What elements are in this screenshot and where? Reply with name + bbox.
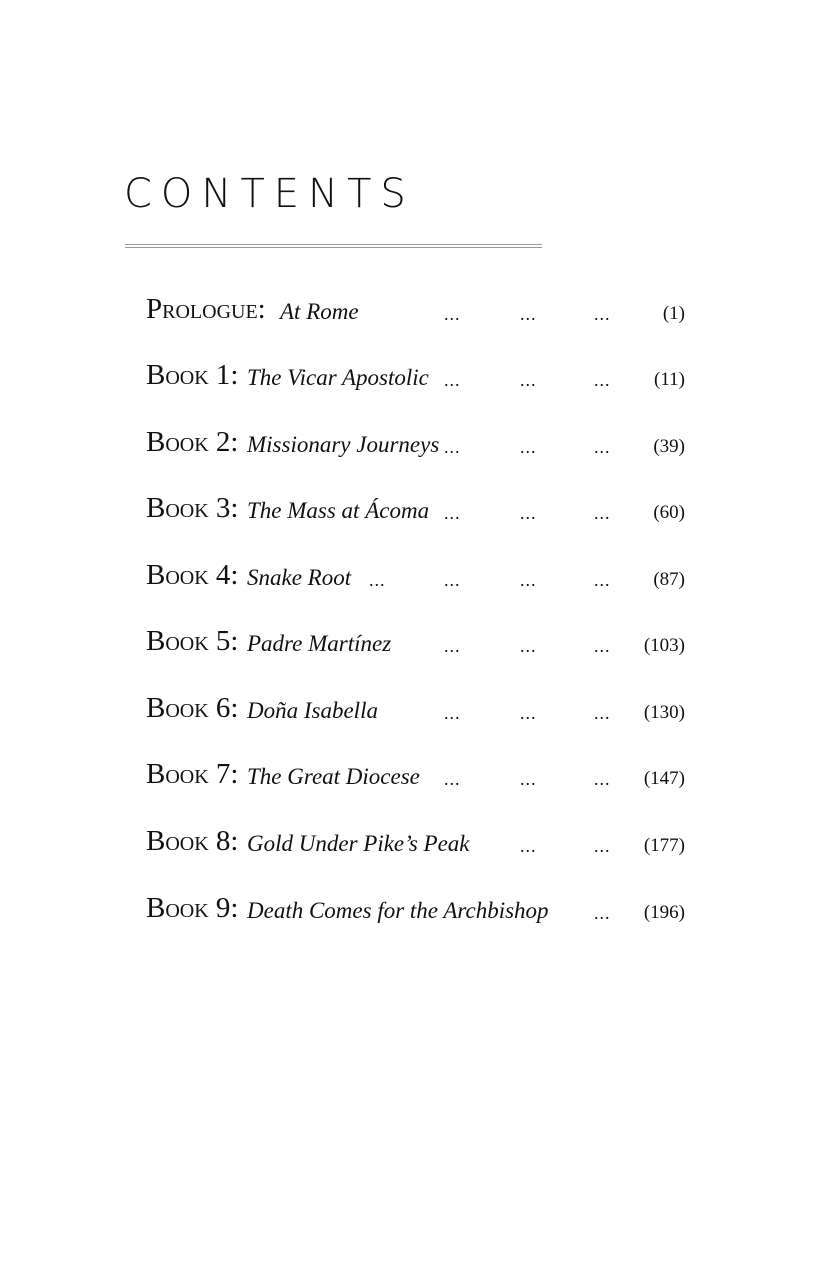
toc-entry-book-5[interactable] <box>0 625 825 665</box>
leader-dots: ... <box>444 769 461 789</box>
toc-entry-title: The Great Diocese <box>247 764 420 789</box>
toc-entry-label: Prologue: <box>146 293 266 325</box>
toc-entry-label: Book 8: <box>146 825 239 857</box>
toc-entry-label: Book 9: <box>146 892 239 924</box>
leader-dots: ... <box>444 370 461 390</box>
leader-dots: ... <box>594 636 611 656</box>
leader-dots: ... <box>444 570 461 590</box>
leader-dots: ... <box>594 836 611 856</box>
toc-entry-title: Doña Isabella <box>247 698 378 723</box>
leader-dots: ... <box>444 503 461 523</box>
leader-dots: ... <box>444 437 461 457</box>
toc-entry-label: Book 1: <box>146 359 239 391</box>
toc-entry-title: Padre Martínez <box>247 631 392 656</box>
toc-entry-label: Book 2: <box>146 426 239 458</box>
toc-entry-page-number: (130) <box>643 702 685 723</box>
toc-entry-page-number: (1) <box>662 303 685 324</box>
toc-entry-page-number: (60) <box>653 502 685 523</box>
toc-entry-title: Death Comes for the Archbishop <box>247 898 549 923</box>
toc-entry-book-8[interactable] <box>0 825 825 865</box>
toc-entry-book-9[interactable] <box>0 892 825 932</box>
heading-double-rule <box>125 244 542 248</box>
toc-entry-page-number: (196) <box>643 902 685 923</box>
toc-entry-title: Snake Root <box>247 565 352 590</box>
toc-entry-page-number: (87) <box>653 569 685 590</box>
toc-entry-book-2[interactable] <box>0 426 825 466</box>
toc-entry-label: Book 5: <box>146 625 239 657</box>
toc-entry-label: Book 3: <box>146 492 239 524</box>
toc-entry-page-number: (39) <box>653 436 685 457</box>
leader-dots: ... <box>594 304 611 324</box>
toc-entry-book-6[interactable] <box>0 692 825 732</box>
leader-dots: ... <box>594 370 611 390</box>
toc-entry-title: The Mass at Ácoma <box>247 498 430 523</box>
leader-dots: ... <box>520 769 537 789</box>
leader-dots: ... <box>444 703 461 723</box>
toc-entry-page-number: (147) <box>643 768 685 789</box>
leader-dots: ... <box>594 503 611 523</box>
leader-dots: ... <box>520 703 537 723</box>
toc-entry-page-number: (103) <box>643 635 685 656</box>
leader-dots: ... <box>520 570 537 590</box>
leader-dots: ... <box>520 370 537 390</box>
leader-dots: ... <box>594 903 611 923</box>
toc-entry-page-number: (11) <box>654 369 685 390</box>
leader-dots: ... <box>444 636 461 656</box>
toc-entry-book-3[interactable] <box>0 492 825 532</box>
leader-dots: ... <box>594 570 611 590</box>
toc-entry-book-7[interactable] <box>0 758 825 798</box>
toc-entry-book-4[interactable] <box>0 559 825 599</box>
leader-dots: ... <box>520 836 537 856</box>
toc-entry-book-1[interactable] <box>0 359 825 399</box>
leader-dots: ... <box>520 304 537 324</box>
leader-dots: ... <box>594 437 611 457</box>
leader-dots: ... <box>520 636 537 656</box>
contents-heading: CONTENTS <box>124 171 415 217</box>
toc-entry-title: Missionary Journeys <box>247 432 440 457</box>
toc-entry-label: Book 7: <box>146 758 239 790</box>
toc-entry-label: Book 4: <box>146 559 239 591</box>
leader-dots: ... <box>520 437 537 457</box>
toc-entry-title: The Vicar Apostolic <box>247 365 429 390</box>
toc-entry-prologue[interactable] <box>0 293 825 333</box>
toc-entry-label: Book 6: <box>146 692 239 724</box>
leader-dots: ... <box>444 304 461 324</box>
leader-dots: ... <box>369 570 386 590</box>
toc-entry-title: At Rome <box>280 299 359 324</box>
toc-entry-page-number: (177) <box>643 835 685 856</box>
leader-dots: ... <box>594 703 611 723</box>
leader-dots: ... <box>594 769 611 789</box>
leader-dots: ... <box>520 503 537 523</box>
toc-entry-title: Gold Under Pike’s Peak <box>247 831 470 856</box>
